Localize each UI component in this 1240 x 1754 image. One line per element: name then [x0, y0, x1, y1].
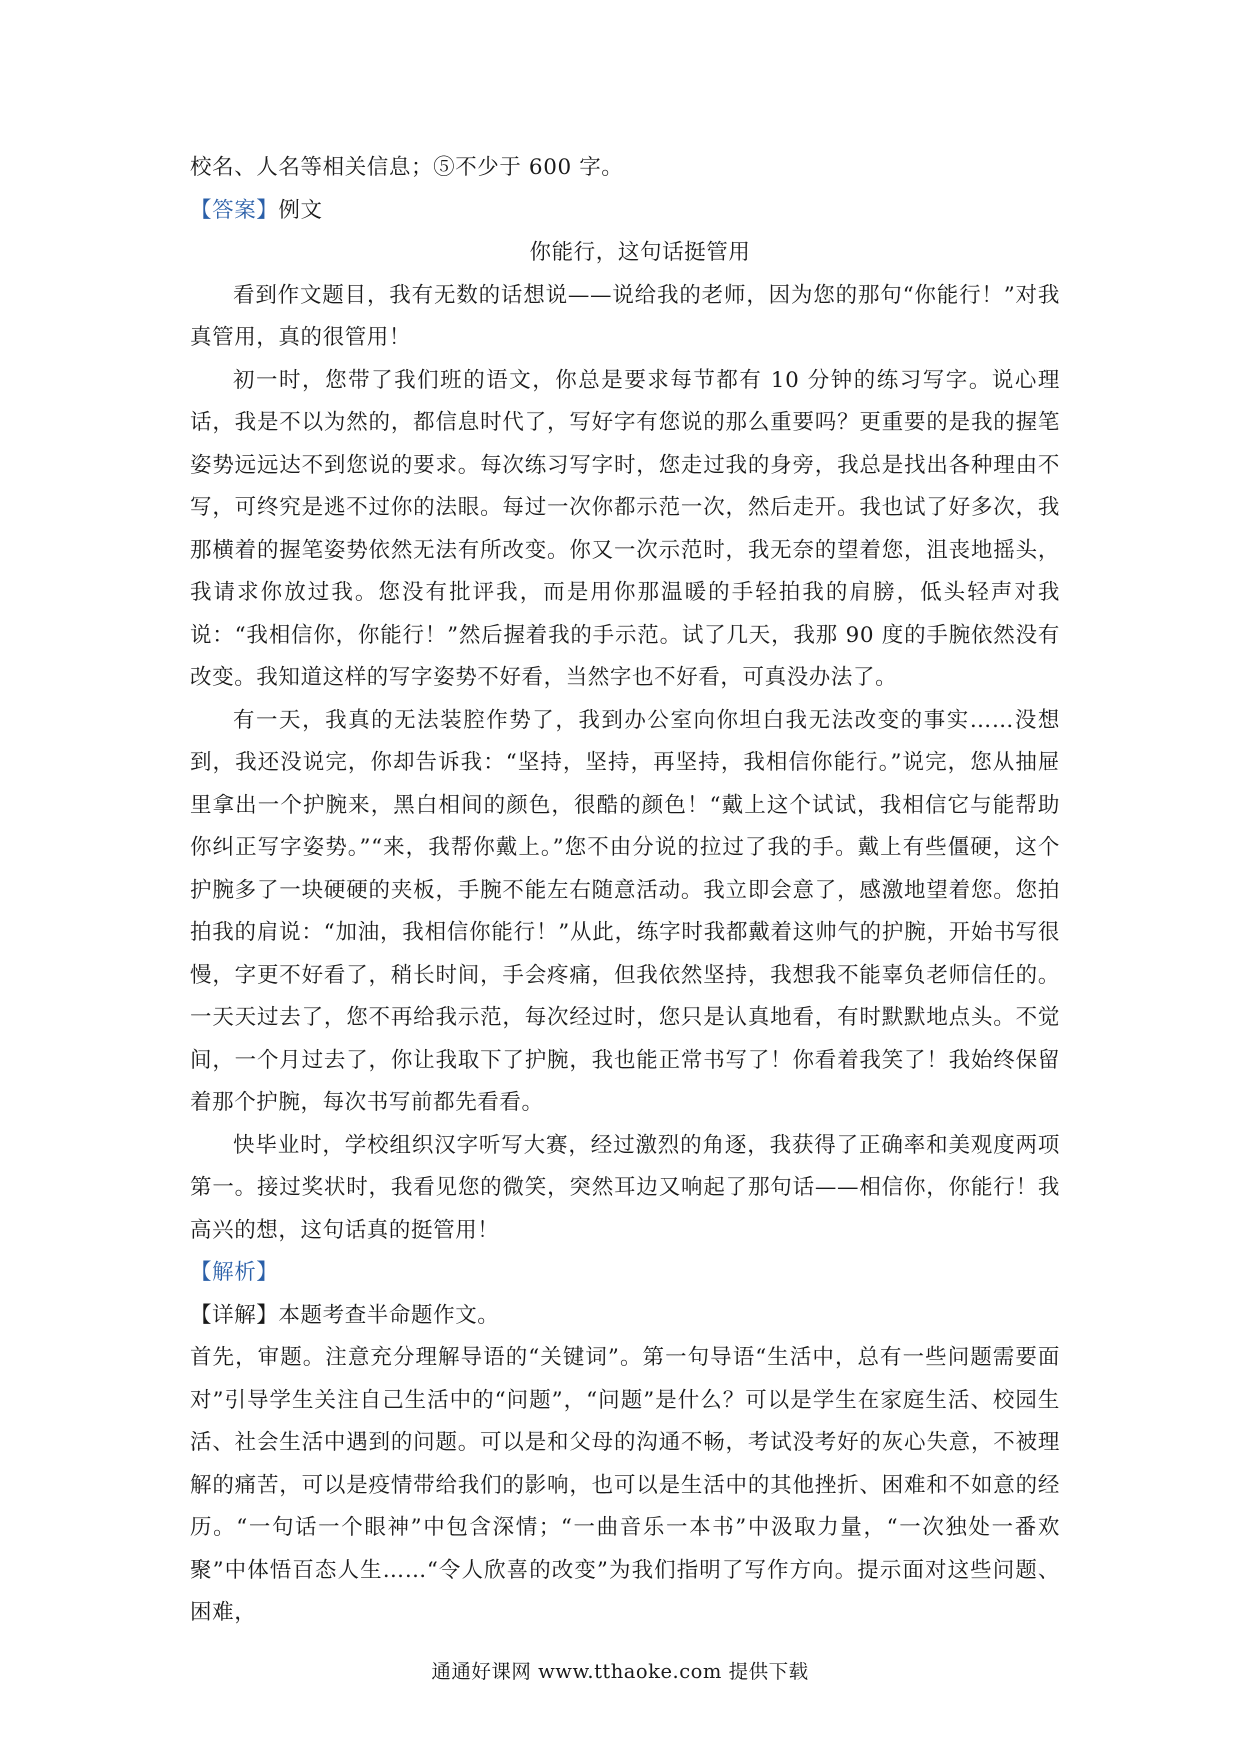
answer-tag: 【答案】 [190, 197, 279, 223]
essay-paragraph-4: 快毕业时，学校组织汉字听写大赛，经过激烈的角逐，我获得了正确率和美观度两项第一。接过奖状时，我看见您的微笑，突然耳边又响起了那句话——相信你，你能行！我高兴的想，这句话真的挺管用！ [190, 1132, 1060, 1243]
analysis-heading [190, 1252, 1060, 1295]
essay-paragraph-2: 初一时，您带了我们班的语文，你总是要求每节都有 10 分钟的练习写字。说心理话，我是不以为然的，都信息时代了，写好字有您说的那么重要吗？更重要的是我的握笔姿势远远达不到您说的要求。每次练习写字时，您走过我的身旁，我总是找出各种理由不写，可终究是逃不过你的法眼。每过一次你都示范一次，然后走开。我也试了好多次，我那横着的握笔姿势依然无法有所改变。你又一次示范时，我无奈的望着您，沮丧地摇头，我请求你放过我。您没有批评我，而是用你那温暖的手轻拍我的肩膀，低头轻声对我说：“我相信你，你能行！”然后握着我的手示范。试了几天，我那 90 度的手腕依然没有改变。我知道这样的写字姿势不好看，当然字也不好看，可真没办法了。 [190, 367, 1060, 690]
essay-paragraph-3: 有一天，我真的无法装腔作势了，我到办公室向你坦白我无法改变的事实……没想到，我还没说完，你却告诉我：“坚持，坚持，再坚持，我相信你能行。”说完，您从抽屉里拿出一个护腕来，黑白相间的颜色，很酷的颜色！“戴上这个试试，我相信它与能帮助你纠正写字姿势。”“来，我帮你戴上。”您不由分说的拉过了我的手。戴上有些僵硬，这个护腕多了一块硬硬的夹板，手腕不能左右随意活动。我立即会意了，感激地望着您。您拍拍我的肩说：“加油，我相信你能行！”从此，练字时我都戴着这帅气的护腕，开始书写很慢，字更不好看了，稍长时间，手会疼痛，但我依然坚持，我想我不能辜负老师信任的。一天天过去了，您不再给我示范，每次经过时，您只是认真地看，有时默默地点头。不觉间，一个月过去了，你让我取下了护腕，我也能正常书写了！你看着我笑了！我始终保留着那个护腕，每次书写前都先看看。 [190, 707, 1060, 1115]
answer-label: 例文 [278, 197, 323, 223]
analysis-tag: 【解析】 [190, 1260, 279, 1285]
answer-heading [190, 190, 1060, 233]
page-footer: 通通好课网 www.tthaoke.com 提供下载 [431, 1660, 809, 1683]
explanation-paragraph: 首先，审题。注意充分理解导语的“关键词”。第一句导语“生活中，总有一些问题需要面对”引导学生关注自己生活中的“问题”，“问题”是什么？可以是学生在家庭生活、校园生活、社会生活中遇到的问题。可以是和父母的沟通不畅，考试没考好的灰心失意，不被理解的痛苦，可以是疫情带给我们的影响，也可以是生活中的其他挫折、困难和不如意的经历。“一句话一个眼神”中包含深情；“一曲音乐一本书”中汲取力量，“一次独处一番欢聚”中体悟百态人生……“令人欣喜的改变”为我们指明了写作方向。提示面对这些问题、困难， [190, 1345, 1060, 1625]
requirement-line: 校名、人名等相关信息；⑤不少于 600 字。 [190, 155, 624, 180]
essay-title: 你能行，这句话挺管用 [529, 240, 751, 265]
detail-text: 本题考查半命题作文。 [278, 1302, 500, 1328]
essay-paragraph-1: 看到作文题目，我有无数的话想说——说给我的老师，因为您的那句“你能行！”对我真管用，真的很管用！ [190, 282, 1060, 350]
document-body [190, 147, 1060, 1635]
detail-heading [190, 1295, 1060, 1338]
detail-tag: 【详解】 [190, 1302, 279, 1328]
